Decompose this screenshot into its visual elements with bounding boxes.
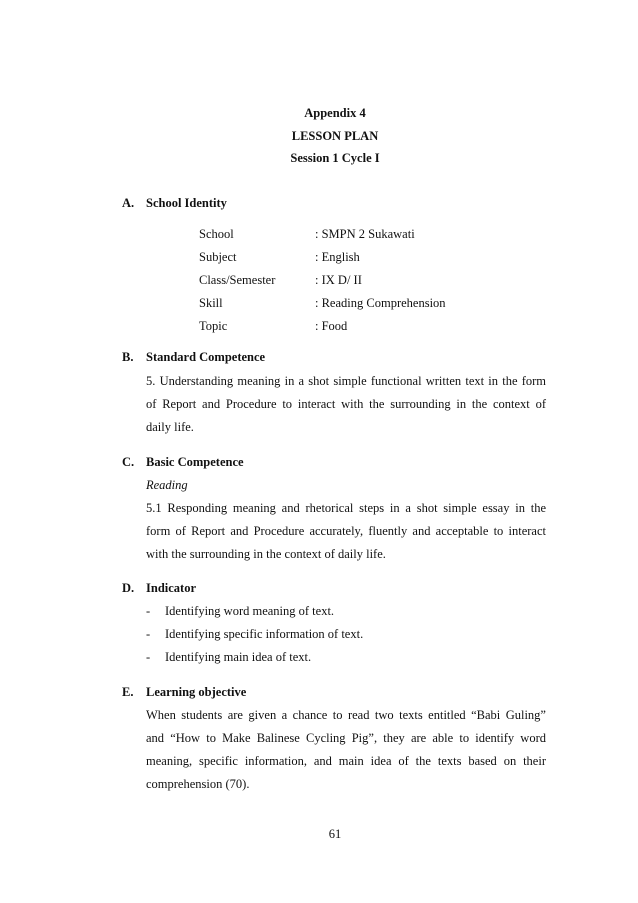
identity-label-school: School	[199, 227, 234, 241]
document-title: LESSON PLAN	[291, 129, 379, 143]
paragraph-line: comprehension (70).	[146, 777, 250, 791]
section-letter: A.	[122, 196, 135, 210]
identity-value-topic: : Food	[315, 319, 348, 333]
paragraph-line: meaning, specific information, and main idea of the texts based on their	[146, 754, 546, 768]
appendix-label: Appendix 4	[304, 106, 366, 120]
identity-value-skill: : Reading Comprehension	[315, 296, 446, 310]
section-title: Learning objective	[146, 685, 247, 699]
section-title: Indicator	[146, 581, 196, 595]
paragraph-line: 5.1 Responding meaning and rhetorical steps in a shot simple essay in the	[146, 501, 546, 515]
paragraph-line: form of Report and Procedure accurately, fluently and acceptable to interact	[146, 524, 546, 538]
identity-label-class: Class/Semester	[199, 273, 276, 287]
bullet-dash: -	[146, 650, 151, 664]
section-letter: D.	[122, 581, 135, 595]
section-title: Basic Competence	[146, 455, 244, 469]
bullet-dash: -	[146, 627, 151, 641]
paragraph-line: of Report and Procedure to interact with the surrounding in the context of	[146, 397, 546, 411]
section-letter: E.	[122, 685, 134, 699]
section-letter: B.	[122, 350, 134, 364]
identity-value-subject: : English	[315, 250, 360, 264]
session-label: Session 1 Cycle I	[290, 151, 380, 165]
paragraph-line: with the surrounding in the context of daily life.	[146, 547, 386, 561]
bullet-dash: -	[146, 604, 151, 618]
section-title: School Identity	[146, 196, 227, 210]
paragraph-line: 5. Understanding meaning in a shot simple functional written text in the form	[146, 374, 546, 388]
list-item: Identifying main idea of text.	[165, 650, 312, 664]
paragraph-line: and “How to Make Balinese Cycling Pig”, they are able to identify word	[146, 731, 546, 745]
page-number: 61	[328, 827, 342, 841]
paragraph-line: daily life.	[146, 420, 194, 434]
section-letter: C.	[122, 455, 135, 469]
identity-label-topic: Topic	[199, 319, 228, 333]
list-item: Identifying specific information of text.	[165, 627, 364, 641]
section-subtitle: Reading	[146, 478, 188, 492]
list-item: Identifying word meaning of text.	[165, 604, 335, 618]
identity-value-school: : SMPN 2 Sukawati	[315, 227, 415, 241]
section-title: Standard Competence	[146, 350, 266, 364]
identity-label-subject: Subject	[199, 250, 237, 264]
paragraph-line: When students are given a chance to read two texts entitled “Babi Guling”	[146, 708, 546, 722]
identity-label-skill: Skill	[199, 296, 223, 310]
identity-value-class: : IX D/ II	[315, 273, 362, 287]
